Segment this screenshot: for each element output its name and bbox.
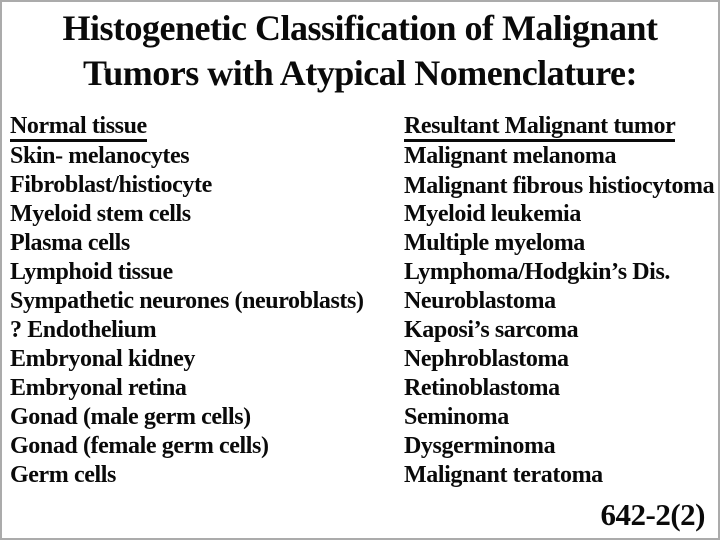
- column-header-normal-tissue: [10, 112, 404, 142]
- tissue-cell: Embryonal kidney: [10, 346, 195, 372]
- tissue-cell: Plasma cells: [10, 230, 130, 256]
- tissue-cell: Embryonal retina: [10, 375, 187, 401]
- tumor-cell: Malignant fibrous histiocytoma: [404, 173, 715, 199]
- tumor-cell: Myeloid leukemia: [404, 201, 581, 227]
- tumor-cell: Nephroblastoma: [404, 346, 569, 372]
- column-header-malignant-tumor: [404, 112, 716, 142]
- tissue-cell: Lymphoid tissue: [10, 259, 173, 285]
- classification-table: [10, 112, 716, 490]
- tumor-cell: Neuroblastoma: [404, 288, 556, 314]
- tissue-cell: Gonad (male germ cells): [10, 404, 251, 430]
- tissue-cell: Fibroblast/histiocyte: [10, 172, 212, 198]
- tumor-cell: Dysgerminoma: [404, 433, 556, 459]
- tumor-cell: Lymphoma/Hodgkin’s Dis.: [404, 259, 670, 285]
- slide-number: 642-2(2): [600, 497, 705, 532]
- tumor-cell: Seminoma: [404, 404, 509, 430]
- slide-title: [2, 6, 718, 96]
- tumor-cell: Retinoblastoma: [404, 375, 560, 401]
- tumor-cell: Malignant teratoma: [404, 462, 603, 488]
- tissue-cell: Sympathetic neurones (neuroblasts): [10, 288, 364, 314]
- tumor-cell: Malignant melanoma: [404, 143, 617, 169]
- tumor-cell: Kaposi’s sarcoma: [404, 317, 579, 343]
- title-line-1: Histogenetic Classification of Malignant: [62, 8, 658, 48]
- column-header-malignant-tumor-label: Resultant Malignant tumor: [404, 114, 675, 142]
- title-line-2: Tumors with Atypical Nomenclature:: [83, 53, 637, 93]
- tissue-cell: ? Endothelium: [10, 317, 157, 343]
- tissue-cell: Skin- melanocytes: [10, 143, 190, 169]
- tissue-cell: Germ cells: [10, 462, 116, 488]
- tumor-cell: Multiple myeloma: [404, 230, 585, 256]
- tissue-cell: Gonad (female germ cells): [10, 433, 269, 459]
- tissue-cell: Myeloid stem cells: [10, 201, 191, 227]
- column-header-normal-tissue-label: Normal tissue: [10, 114, 147, 142]
